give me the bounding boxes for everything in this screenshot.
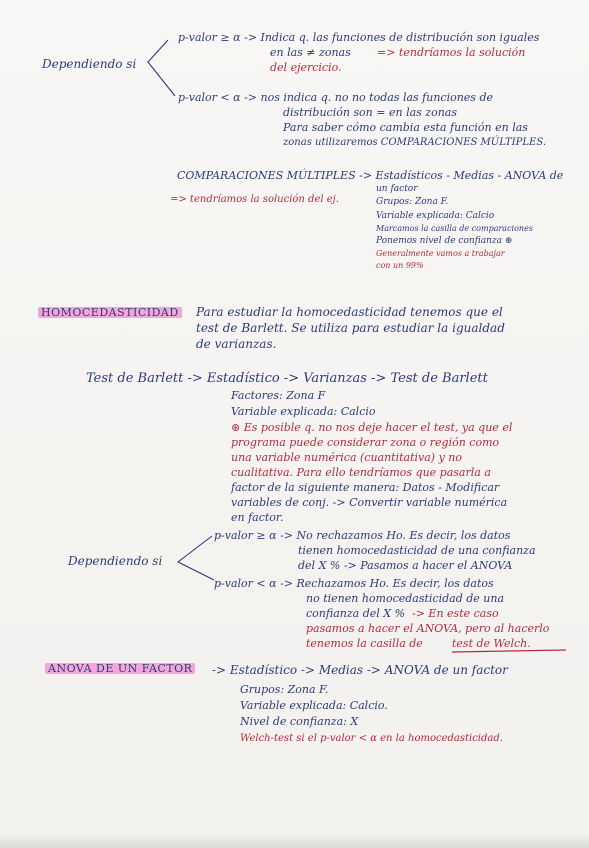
case-reject-1: p-valor < α -> Rechazamos Ho. Es decir, los datos [214,577,494,590]
branch1-line1: p-valor ≥ α -> Indica q. las funciones de distribución son iguales [178,31,540,44]
bracket-2 [178,536,214,580]
homocedasticidad-p2: test de Barlett. Se utiliza para estudiar la igualdad [196,321,505,335]
case-accept-3: del X % -> Pasamos a hacer el ANOVA [298,559,513,572]
case-accept-2: tienen homocedasticidad de una confianza [298,544,536,557]
case-reject-2: no tienen homocedasticidad de una [306,592,505,605]
branch2-line1: p-valor < α -> nos indica q. no no todas las funciones de [178,91,493,104]
barlett-red-1: ⊛ Es posible q. no nos deje hacer el test, ya que el [231,421,513,434]
homocedasticidad-p3: de varianzas. [196,337,277,351]
comparaciones-confianza: Ponemos nivel de confianza ⊛ [376,236,513,246]
comparaciones-title2: un factor [376,184,418,194]
branch2-line2: distribución son = en las zonas [283,106,457,119]
comparaciones-red-note: => tendríamos la solución del ej. [170,194,339,205]
comparaciones-variable: Variable explicada: Calcio [376,211,495,221]
case-reject-3: confianza del X % [306,607,406,620]
anova-welch-note: Welch-test si el p-valor < α en la homocedasticidad. [240,733,503,744]
homocedasticidad-p1: Para estudiar la homocedasticidad tenemos que el [196,305,503,319]
case-reject-red-4: pasamos a hacer el ANOVA, pero al hacerlo [306,622,550,635]
branch1-red-arrow: => tendríamos la solución [377,46,526,59]
homocedasticidad-heading: HOMOCEDASTICIDAD [38,307,182,318]
dependiendo-label: Dependiendo si [42,57,137,71]
branch2-line4: zonas utilizaremos COMPARACIONES MÚLTIPLES. [283,137,547,148]
case-reject-red-3: -> En este caso [412,607,499,620]
bracket-1 [148,40,175,96]
case-reject-red-5: tenemos la casilla de [306,637,423,650]
barlett-red-3: una variable numérica (cuantitativa) y no [231,451,463,464]
case-accept-1: p-valor ≥ α -> No rechazamos Ho. Es decir, los datos [214,529,511,542]
welch-underline [452,650,566,652]
anova-heading: ANOVA DE UN FACTOR [45,663,195,674]
barlett-blue-1: factor de la siguiente manera: Datos - Modificar [231,481,500,494]
comparaciones-grupos: Grupos: Zona F. [376,197,449,207]
comparaciones-title: COMPARACIONES MÚLTIPLES -> Estadísticos - Medias - ANOVA de [177,169,564,182]
welch-test-link: test de Welch. [452,637,531,650]
branch2-line3: Para saber cómo cambia esta función en las [283,121,528,134]
branch1-line2: en las ≠ zonas [270,46,351,59]
barlett-path: Test de Barlett -> Estadístico -> Varianzas -> Test de Barlett [86,371,488,386]
barlett-factores: Factores: Zona F [231,389,326,402]
anova-confianza: Nivel de confianza: X [240,715,359,728]
comparaciones-red-2: con un 99% [376,261,424,270]
anova-path: -> Estadístico -> Medias -> ANOVA de un factor [212,663,508,677]
anova-variable: Variable explicada: Calcio. [240,699,388,712]
barlett-blue-3: en factor. [231,511,284,524]
barlett-red-2: programa puede considerar zona o región como [231,436,500,449]
branch1-red-line: del ejercicio. [270,61,342,74]
comparaciones-casilla: Marcamos la casilla de comparaciones [376,224,533,233]
barlett-red-4: cualitativa. Para ello tendríamos que pasarla a [231,466,491,479]
anova-grupos: Grupos: Zona F. [240,683,329,696]
dependiendo-label-2: Dependiendo si [68,554,163,568]
page-edge-shadow [0,834,589,848]
barlett-variable: Variable explicada: Calcio [231,405,376,418]
barlett-blue-2: variables de conj. -> Convertir variable numérica [231,496,508,509]
comparaciones-red-1: Generalmente vamos a trabajar [376,249,505,258]
